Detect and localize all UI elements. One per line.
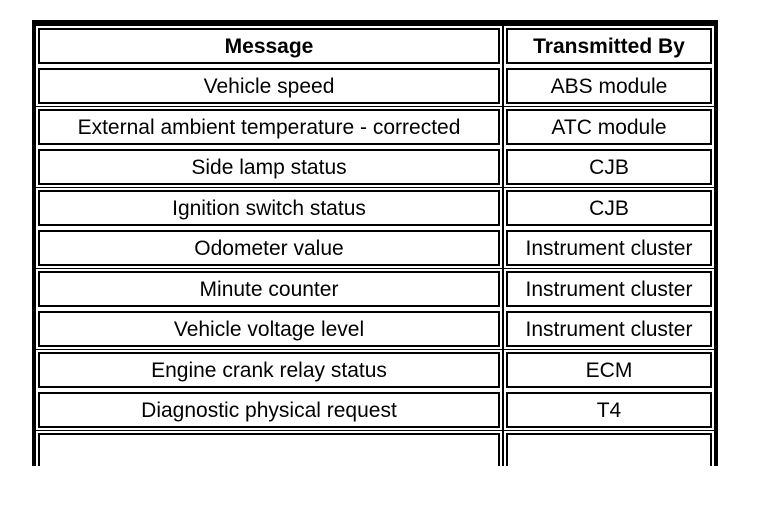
table-row-transmitter: Instrument cluster bbox=[506, 271, 712, 307]
table-row-transmitter: Instrument cluster bbox=[506, 230, 712, 266]
table-row-transmitter: CJB bbox=[506, 149, 712, 185]
table-row-transmitter bbox=[506, 433, 712, 466]
table-row-transmitter: T4 bbox=[506, 392, 712, 428]
table-row-message: Odometer value bbox=[38, 230, 500, 266]
table-row-message bbox=[38, 433, 500, 466]
table-row-message: Side lamp status bbox=[38, 149, 500, 185]
message-table bbox=[32, 20, 718, 466]
header-message: Message bbox=[38, 28, 500, 64]
header-transmitted-by: Transmitted By bbox=[506, 28, 712, 64]
table-row-message: Ignition switch status bbox=[38, 190, 500, 226]
table-row-transmitter: ABS module bbox=[506, 68, 712, 104]
table-row-message: External ambient temperature - corrected bbox=[38, 109, 500, 145]
table-row-message: Vehicle voltage level bbox=[38, 311, 500, 347]
table-row-message: Minute counter bbox=[38, 271, 500, 307]
table-row-transmitter: ECM bbox=[506, 352, 712, 388]
table-row-transmitter: Instrument cluster bbox=[506, 311, 712, 347]
table-row-message: Vehicle speed bbox=[38, 68, 500, 104]
table-row-transmitter: CJB bbox=[506, 190, 712, 226]
table-row-transmitter: ATC module bbox=[506, 109, 712, 145]
table-row-message: Engine crank relay status bbox=[38, 352, 500, 388]
table-row-message: Diagnostic physical request bbox=[38, 392, 500, 428]
